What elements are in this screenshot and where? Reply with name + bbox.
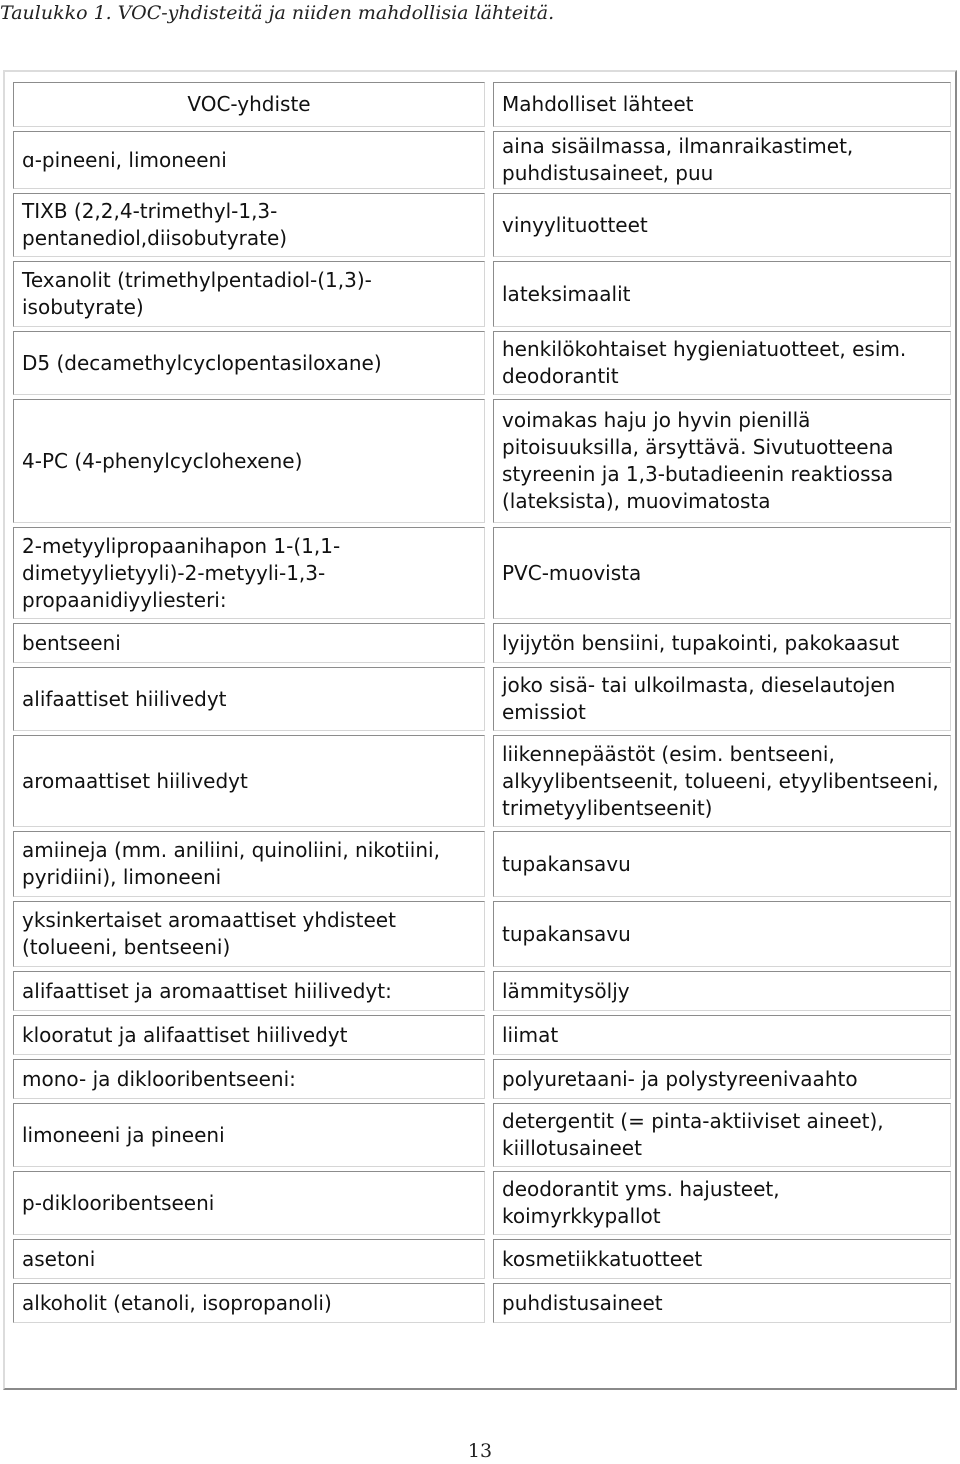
sources-cell: polyuretaani- ja polystyreenivaahto [493,1059,951,1099]
table-row [13,1239,951,1279]
sources-cell: aina sisäilmassa, ilmanraikastimet, puhdistusaineet, puu [493,131,951,189]
sources-cell: tupakansavu [493,831,951,897]
sources-cell: kosmetiikkatuotteet [493,1239,951,1279]
table-row [13,331,951,395]
voc-table [13,78,951,1327]
sources-cell: liimat [493,1015,951,1055]
table-row [13,1171,951,1235]
voc-table-frame [3,70,957,1390]
table-row [13,623,951,663]
compound-cell: Texanolit (trimethylpentadiol-(1,3)-isobutyrate) [13,261,485,327]
table-row [13,1283,951,1323]
compound-cell: alifaattiset ja aromaattiset hiilivedyt: [13,971,485,1011]
sources-cell: vinyylituotteet [493,193,951,257]
table-row [13,193,951,257]
sources-cell: PVC-muovista [493,527,951,619]
sources-cell: voimakas haju jo hyvin pienillä pitoisuuksilla, ärsyttävä. Sivutuotteena styreenin ja 1,3-butadieenin reaktiossa (lateksista), muovimatosta [493,399,951,523]
sources-cell: lateksimaalit [493,261,951,327]
sources-cell: detergentit (= pinta-aktiiviset aineet), kiillotusaineet [493,1103,951,1167]
compound-cell: mono- ja diklooribentseeni: [13,1059,485,1099]
compound-cell: aromaattiset hiilivedyt [13,735,485,827]
compound-cell: TIXB (2,2,4-trimethyl-1,3-pentanediol,diisobutyrate) [13,193,485,257]
compound-cell: 2-metyylipropaanihapon 1-(1,1-dimetyylietyyli)-2-metyyli-1,3-propaanidiyyliesteri: [13,527,485,619]
table-caption: Taulukko 1. VOC-yhdisteitä ja niiden mahdollisia lähteitä. [0,2,555,24]
compound-cell: amiineja (mm. aniliini, quinoliini, nikotiini, pyridiini), limoneeni [13,831,485,897]
table-header-row [13,82,951,127]
table-row [13,261,951,327]
compound-cell: asetoni [13,1239,485,1279]
table-row [13,131,951,189]
table-row [13,667,951,731]
sources-cell: liikennepäästöt (esim. bentseeni, alkyylibentseenit, tolueeni, etyylibentseeni, trimetyylibentseenit) [493,735,951,827]
table-row [13,1059,951,1099]
sources-cell: henkilökohtaiset hygieniatuotteet, esim. deodorantit [493,331,951,395]
table-row [13,971,951,1011]
table-row [13,1015,951,1055]
table-row [13,831,951,897]
table-row [13,901,951,967]
compound-cell: klooratut ja alifaattiset hiilivedyt [13,1015,485,1055]
header-sources: Mahdolliset lähteet [493,82,951,127]
compound-cell: p-diklooribentseeni [13,1171,485,1235]
page-number: 13 [467,1440,493,1462]
compound-cell: D5 (decamethylcyclopentasiloxane) [13,331,485,395]
table-row [13,399,951,523]
sources-cell: tupakansavu [493,901,951,967]
compound-cell: 4-PC (4-phenylcyclohexene) [13,399,485,523]
sources-cell: lyijytön bensiini, tupakointi, pakokaasut [493,623,951,663]
table-row [13,1103,951,1167]
sources-cell: deodorantit yms. hajusteet, koimyrkkypallot [493,1171,951,1235]
compound-cell: yksinkertaiset aromaattiset yhdisteet (tolueeni, bentseeni) [13,901,485,967]
table-row [13,527,951,619]
compound-cell: ɑ-pineeni, limoneeni [13,131,485,189]
sources-cell: puhdistusaineet [493,1283,951,1323]
sources-cell: joko sisä- tai ulkoilmasta, dieselautojen emissiot [493,667,951,731]
table-row [13,735,951,827]
compound-cell: alkoholit (etanoli, isopropanoli) [13,1283,485,1323]
compound-cell: alifaattiset hiilivedyt [13,667,485,731]
compound-cell: limoneeni ja pineeni [13,1103,485,1167]
header-compound: VOC-yhdiste [13,82,485,127]
sources-cell: lämmitysöljy [493,971,951,1011]
compound-cell: bentseeni [13,623,485,663]
